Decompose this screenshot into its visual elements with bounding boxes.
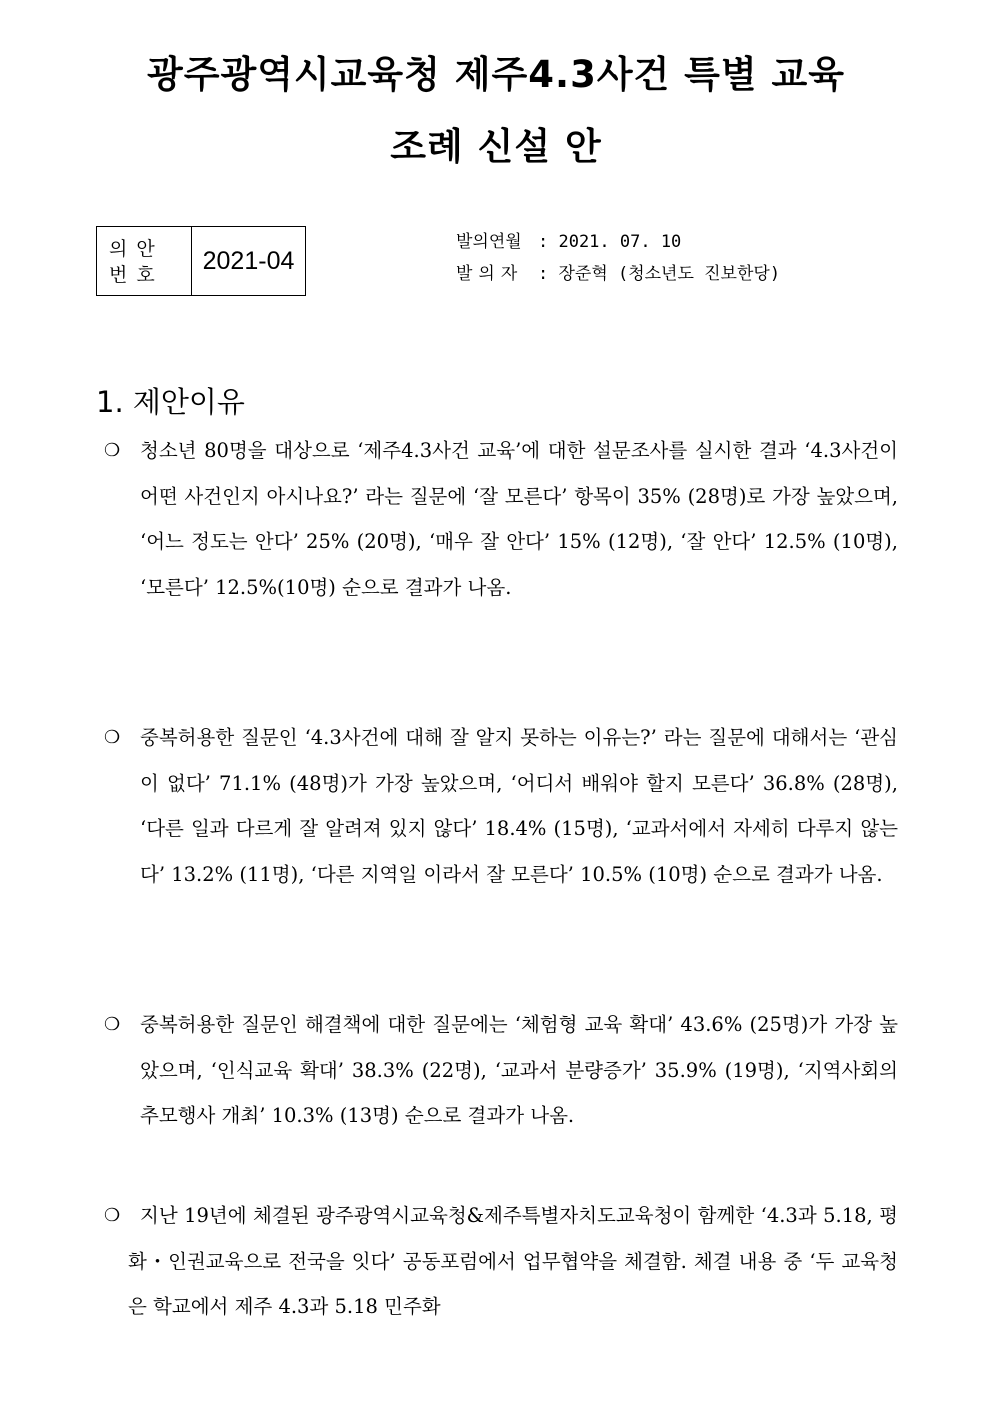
reason-item-text: 청소년 80명을 대상으로 ‘제주4.3사건 교육’에 대한 설문조사를 실시한 결과 ‘4.3사건이 어떤 사건인지 아시나요?’ 라는 질문에 ‘잘 모른다’ 항목이 35% (28명)로 가장 높았으며, ‘어느 정도는 안다’ 25% (20명), ‘매우 잘 안다’ 15% (12명), ‘잘 안다’ 12.5% (10명), ‘모른다’ 12.5%(10명) 순으로 결과가 나옴. [140,439,898,599]
document-title-line2: 조례 신설 안 [390,125,602,168]
circle-bullet-icon: ❍ [104,1205,121,1226]
circle-bullet-icon: ❍ [104,440,121,461]
section-heading: 1. 제안이유 [96,385,245,419]
document-title-line1: 광주광역시교육청 제주4.3사건 특별 교육 [146,53,846,96]
proposal-date-label: 발의연월 [456,232,522,252]
reason-item [104,1193,898,1330]
reason-item [104,1002,898,1139]
bill-label-line2: 번호 [109,264,164,286]
reason-item-text: 중복허용한 질문인 ‘4.3사건에 대해 잘 알지 못하는 이유는?’ 라는 질문에 대해서는 ‘관심이 없다’ 71.1% (48명)가 가장 높았으며, ‘어디서 배워야 할지 모른다’ 36.8% (28명), ‘다른 일과 다르게 잘 알려져 있지 않다’ 18.4% (15명), ‘교과서에서 자세히 다루지 않는다’ 13.2% (11명), ‘다른 지역일 이라서 잘 모른다’ 10.5% (10명) 순으로 결과가 나옴. [140,726,898,886]
reason-item [104,715,898,897]
proposer-label: 발의자 [456,264,524,284]
proposal-date-value: : 2021. 07. 10 [538,232,682,252]
proposal-date-row [456,226,780,258]
bill-number-value: 2021-04 [202,246,295,275]
reason-item [104,428,898,610]
proposer-row [456,258,780,290]
bill-label-line1: 의안 [109,238,164,260]
circle-bullet-icon: ❍ [104,727,121,748]
bill-number-box [96,226,306,296]
proposer-value: : 장준혁 (청소년도 진보한당) [538,264,781,284]
bill-number-label [97,227,192,295]
reason-item-text: 중복허용한 질문인 해결책에 대한 질문에는 ‘체험형 교육 확대’ 43.6% (25명)가 가장 높았으며, ‘인식교육 확대’ 38.3% (22명), ‘교과서 분량증가’ 35.9% (19명), ‘지역사회의 추모행사 개최’ 10.3% (13명) 순으로 결과가 나옴. [140,1013,898,1127]
proposal-meta [456,226,780,290]
circle-bullet-icon: ❍ [104,1014,121,1035]
reason-item-text: 지난 19년에 체결된 광주광역시교육청&제주특별자치도교육청이 함께한 ‘4.3과 5.18, 평화・인권교육으로 전국을 잇다’ 공동포럼에서 업무협약을 체결함. 체결 내용 중 ‘두 교육청은 학교에서 제주 4.3과 5.18 민주화 [128,1204,898,1318]
